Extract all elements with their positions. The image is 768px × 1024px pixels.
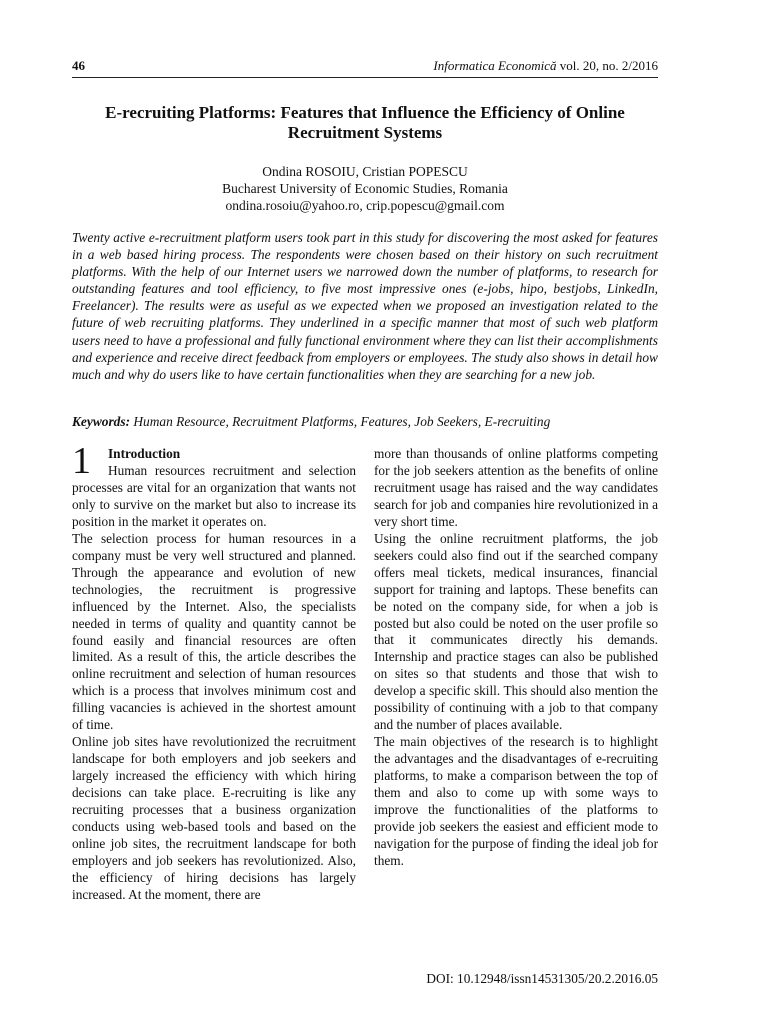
left-column	[72, 440, 356, 904]
section-number: 1	[72, 440, 91, 482]
paragraph: Human resources recruitment and selection processes are vital for an organization that wants not only to survive on the market but also to increase its position in the market it operates on.	[72, 463, 356, 529]
paragraph: Online job sites have revolutionized the recruitment landscape for both employers and job seekers and largely increased the efficiency with which hiring decisions can take place. E-recruiting is like any recruiting processes that a business organization conducts using web-based tools and based on the online job sites, the recruitment landscape for both employers and job seekers has revolutionized. Also, the efficiency of hiring decisions has largely increased. At the moment, there are	[72, 734, 356, 902]
journal-name: Informatica Economică	[433, 58, 557, 73]
section-title: Introduction	[108, 446, 181, 461]
running-header	[72, 58, 658, 76]
abstract: Twenty active e-recruitment platform users took part in this study for discovering the most asked for features in a web based hiring process. The respondents were chosen based on their history on such recruitment platforms. With the help of our Internet users we narrowed down the number of platforms, to research for outstanding features and tool efficiency, to five most impressive ones (e-jobs, hipo, bestjobs, LinkedIn, Freelancer). The results were as useful as we expected when we proposed an investigation related to the future of web recruiting platforms. They underlined in a specific manner that most of such web platform users need to have a professional and fully functional environment where they can list their accomplishments and experience and receive direct feedback from employers or employees. The study also shows in detail how much and why do users like to have certain functionalities when they are searching for a new job.	[72, 230, 658, 382]
paragraph: The main objectives of the research is to highlight the advantages and the disadvantages of e-recruiting platforms, to make a comparison between the top of them and also to come up with some ways to improve the functionalities of the platforms to provide job seekers the easiest and efficient mode to navigation for the purpose of finding the ideal job for them.	[374, 734, 658, 868]
author-affiliation: Bucharest University of Economic Studies, Romania	[222, 181, 508, 196]
paragraph: Using the online recruitment platforms, the job seekers could also find out if the searched company offers meal tickets, medical insurances, financial support for training and laptops. These benefits can be noted on the company side, for when a job is posted but also could be noted on the user profile so that it communicates directly his demands. Internship and practice stages can also be published on sites so that students and those that wish to develop a specific skill. This should also mention the possibility of continuing with a job to that company and the number of places available.	[374, 530, 658, 733]
keywords-list: Human Resource, Recruitment Platforms, Features, Job Seekers, E-recruiting	[133, 414, 551, 429]
author-emails: ondina.rosoiu@yahoo.ro, crip.popescu@gmail.com	[225, 198, 505, 213]
paper-title: E-recruiting Platforms: Features that Influence the Efficiency of Online Recruitment Systems	[105, 103, 625, 142]
keywords	[72, 413, 658, 430]
journal-citation	[433, 58, 658, 74]
section-heading	[72, 440, 356, 482]
right-column	[374, 446, 658, 870]
doi-footer: DOI: 10.12948/issn14531305/20.2.2016.05	[426, 971, 658, 986]
header-rule	[72, 77, 658, 78]
paragraph: more than thousands of online platforms competing for the job seekers attention as the benefits of online recruitment usage has raised and the way candidates search for job and companies hire revolutionized in a very short time.	[374, 446, 658, 529]
page-number: 46	[72, 58, 85, 73]
keywords-label: Keywords:	[72, 414, 131, 429]
journal-issue: vol. 20, no. 2/2016	[559, 58, 658, 73]
author-names: Ondina ROSOIU, Cristian POPESCU	[262, 164, 468, 179]
paragraph: The selection process for human resources in a company must be very well structured and planned. Through the appearance and evolution of new technologies, the recruitment is progressive influenced by the Internet. Also, the specialists needed in terms of quality and quantity cannot be found easily and financial resources are often limited. As a result of this, the article describes the online recruitment and selection of human resources which is a process that involves minimum cost and filling vacancies is achieved in the shortest amount of time.	[72, 530, 356, 733]
